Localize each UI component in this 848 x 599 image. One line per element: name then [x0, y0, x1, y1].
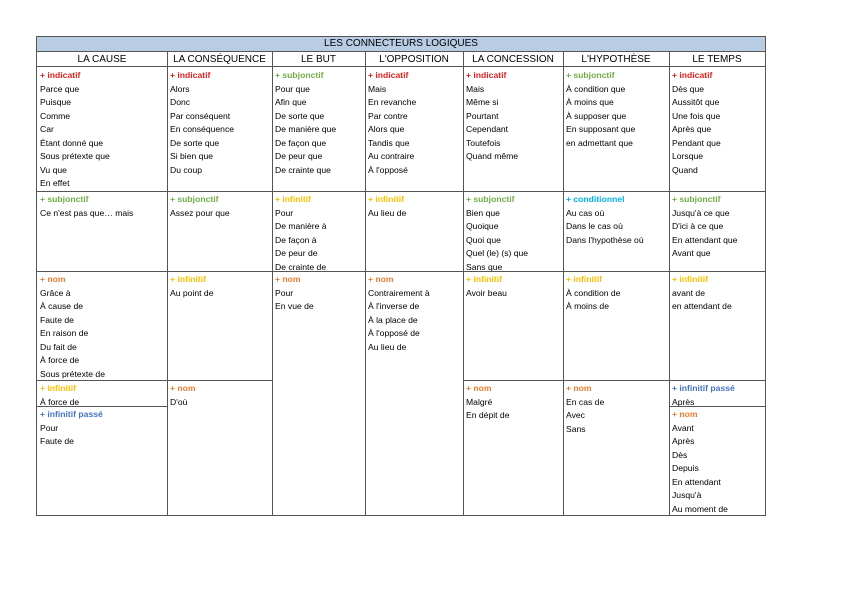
connector-item: Parce que: [40, 83, 80, 94]
connector-item: Même si: [466, 97, 499, 107]
grid-line: [365, 52, 366, 515]
grid-line: [669, 406, 765, 407]
connector-item: en attendant de: [672, 301, 732, 311]
connector-item: En raison de: [40, 328, 89, 338]
grid-line: [365, 191, 463, 192]
connector-item: D'où: [170, 396, 188, 407]
table-cell: [167, 380, 272, 515]
grid-line: [365, 515, 463, 516]
connector-item: Assez pour que: [170, 207, 230, 218]
grid-line: [167, 271, 272, 272]
grid-line: [563, 52, 564, 515]
connector-item: Au lieu de: [368, 207, 407, 218]
mood-label: + subjonctif: [466, 194, 515, 204]
connector-item: Contrairement à: [368, 287, 430, 298]
connector-item: en admettant que: [566, 137, 633, 148]
connector-item: En effet: [40, 178, 70, 188]
mood-label: + nom: [672, 409, 698, 419]
connector-item: Pour: [275, 207, 294, 218]
connector-item: Pour: [275, 287, 294, 298]
grid-line: [272, 271, 365, 272]
grid-line: [37, 271, 167, 272]
mood-label: + infinitif: [672, 274, 709, 284]
table-cell: [167, 271, 272, 380]
column-header: LE TEMPS: [669, 52, 765, 67]
connector-item: De manière à: [275, 221, 327, 231]
connector-item: Afin que: [275, 97, 307, 107]
connector-item: Après: [672, 436, 695, 446]
connector-item: Avec: [566, 410, 585, 420]
mood-label: + subjonctif: [170, 194, 219, 204]
connector-item: À moins de: [566, 301, 609, 311]
table-cell: [37, 191, 167, 271]
table-cell: [463, 191, 563, 271]
table-cell: [669, 380, 765, 406]
connector-item: En conséquence: [170, 124, 235, 134]
column-header: LA CONSÉQUENCE: [167, 52, 272, 67]
table-cell: [669, 67, 765, 191]
connector-item: De peur que: [275, 151, 323, 161]
connector-item: Du fait de: [40, 341, 77, 352]
connector-item: À la place de: [368, 314, 418, 325]
table-cell: [37, 271, 167, 380]
connector-item: Jusqu'à: [672, 490, 702, 500]
mood-label: + indicatif: [466, 70, 507, 80]
mood-label: + nom: [40, 274, 66, 284]
table-cell: [365, 67, 463, 191]
grid-line: [37, 515, 167, 516]
table-title: LES CONNECTEURS LOGIQUES: [37, 37, 765, 52]
table-cell: [563, 380, 669, 515]
connector-item: Quand même: [466, 151, 519, 161]
connector-item: Dans le cas où: [566, 221, 623, 231]
grid-line: [167, 380, 272, 381]
connector-item: À l'opposé: [368, 164, 408, 175]
connector-item: Mais: [466, 83, 485, 94]
grid-line: [669, 52, 670, 515]
mood-label: + subjonctif: [566, 70, 615, 80]
connector-item: À force de: [40, 355, 80, 365]
mood-label: + subjonctif: [275, 70, 324, 80]
connector-item: Du coup: [170, 164, 203, 175]
connector-item: Tandis que: [368, 137, 410, 148]
connector-item: Mais: [368, 83, 387, 94]
connector-item: Au moment de: [672, 503, 728, 514]
table-cell: [167, 191, 272, 271]
column-header: LA CAUSE: [37, 52, 167, 67]
connector-item: Aussitôt que: [672, 97, 720, 107]
connector-item: En attendant que: [672, 234, 738, 245]
connector-item: Grâce à: [40, 287, 71, 298]
connector-item: Au cas où: [566, 207, 605, 218]
connector-item: À l'opposé de: [368, 328, 420, 338]
connector-item: Pendant que: [672, 137, 721, 148]
grid-line: [272, 515, 365, 516]
table-cell: [463, 380, 563, 515]
connector-item: Dans l'hypothèse où: [566, 234, 644, 245]
table-cell: [37, 67, 167, 191]
connector-item: Lorsque: [672, 151, 704, 161]
grid-line: [272, 191, 365, 192]
connector-item: En vue de: [275, 301, 314, 311]
connector-item: Après: [672, 396, 695, 406]
connector-item: À force de: [40, 396, 80, 406]
grid-line: [669, 271, 765, 272]
connector-item: D'ici à ce que: [672, 221, 724, 231]
connector-item: À moins que: [566, 97, 614, 107]
connector-item: Dès: [672, 449, 688, 460]
connector-item: En revanche: [368, 97, 417, 107]
connector-item: De sorte que: [170, 137, 220, 148]
grid-line: [463, 380, 563, 381]
connector-item: De façon que: [275, 137, 327, 148]
connector-item: Au point de: [170, 287, 214, 298]
mood-label: + infinitif: [566, 274, 603, 284]
mood-label: + nom: [275, 274, 301, 284]
mood-label: + subjonctif: [672, 194, 721, 204]
grid-line: [669, 515, 765, 516]
mood-label: + nom: [368, 274, 394, 284]
table-cell: [272, 271, 365, 515]
grid-line: [167, 191, 272, 192]
connector-item: À l'inverse de: [368, 301, 420, 311]
grid-line: [463, 515, 563, 516]
grid-line: [669, 191, 765, 192]
connector-item: Sous prétexte que: [40, 151, 110, 161]
connector-item: Avoir beau: [466, 287, 507, 298]
mood-label: + infinitif: [368, 194, 405, 204]
connector-item: À cause de: [40, 301, 83, 311]
connector-item: Toutefois: [466, 137, 501, 148]
connector-item: De sorte que: [275, 110, 325, 121]
connector-item: De peur de: [275, 248, 318, 258]
table-cell: [669, 191, 765, 271]
connector-item: Sans que: [466, 261, 503, 271]
connector-item: Quoique: [466, 221, 499, 231]
grid-line: [463, 191, 563, 192]
mood-label: + indicatif: [368, 70, 409, 80]
table-cell: [365, 271, 463, 515]
mood-label: + indicatif: [40, 70, 81, 80]
connector-item: Par contre: [368, 110, 408, 121]
connector-item: Quel (le) (s) que: [466, 248, 529, 258]
connector-item: À supposer que: [566, 110, 627, 121]
grid-line: [167, 515, 272, 516]
column-header: LA CONCESSION: [463, 52, 563, 67]
connector-item: Sans: [566, 423, 586, 434]
grid-line: [669, 380, 765, 381]
connector-item: De façon à: [275, 234, 317, 245]
mood-label: + nom: [566, 383, 592, 393]
mood-label: + nom: [170, 383, 196, 393]
connector-item: Au lieu de: [368, 341, 407, 352]
connector-item: Faute de: [40, 314, 74, 325]
mood-label: + nom: [466, 383, 492, 393]
grid-line: [463, 52, 464, 515]
grid-line: [37, 380, 167, 381]
connector-item: Avant que: [672, 248, 711, 258]
connector-item: Vu que: [40, 164, 67, 175]
grid-line: [37, 191, 167, 192]
connector-item: Avant: [672, 422, 694, 433]
connector-item: Ce n'est pas que… mais: [40, 207, 134, 218]
mood-label: + infinitif: [466, 274, 503, 284]
connector-item: Dès que: [672, 83, 705, 94]
mood-label: + infinitif: [275, 194, 312, 204]
connector-item: En dépit de: [466, 410, 510, 420]
grid-line: [463, 271, 563, 272]
connector-item: Depuis: [672, 463, 699, 473]
mood-label: + infinitif passé: [40, 409, 103, 419]
table-cell: [272, 67, 365, 191]
mood-label: + indicatif: [672, 70, 713, 80]
connector-item: Si bien que: [170, 151, 214, 161]
grid-line: [167, 52, 168, 515]
grid-line: [37, 406, 167, 407]
grid-line: [563, 515, 669, 516]
connector-item: Après que: [672, 124, 712, 134]
connector-item: Quand: [672, 164, 698, 175]
connector-item: Car: [40, 124, 54, 134]
connector-item: En cas de: [566, 396, 605, 407]
grid-line: [563, 191, 669, 192]
column-header: LE BUT: [272, 52, 365, 67]
table-cell: [669, 406, 765, 515]
table-cell: [563, 67, 669, 191]
grid-line: [563, 380, 669, 381]
table-cell: [37, 380, 167, 406]
connector-item: Cependant: [466, 124, 509, 134]
connector-item: De crainte que: [275, 164, 331, 175]
connector-item: Jusqu'à ce que: [672, 207, 730, 218]
connector-item: En attendant: [672, 476, 721, 487]
mood-label: + infinitif: [170, 274, 207, 284]
connector-item: avant de: [672, 287, 705, 298]
mood-label: + indicatif: [170, 70, 211, 80]
connector-item: Donc: [170, 97, 191, 107]
connector-item: Une fois que: [672, 110, 721, 121]
connector-item: En supposant que: [566, 124, 636, 134]
connector-item: Par conséquent: [170, 110, 231, 121]
connector-item: Étant donné que: [40, 137, 104, 148]
connector-item: À condition de: [566, 287, 621, 298]
connector-item: Pourtant: [466, 110, 499, 121]
table-cell: [167, 67, 272, 191]
connector-item: De manière que: [275, 124, 337, 134]
connector-item: À condition que: [566, 83, 626, 94]
mood-label: + subjonctif: [40, 194, 89, 204]
table-cell: [365, 191, 463, 271]
connector-item: Malgré: [466, 396, 493, 407]
column-header: L'OPPOSITION: [365, 52, 463, 67]
mood-label: + conditionnel: [566, 194, 625, 204]
connectors-table: [36, 36, 766, 516]
table-cell: [463, 271, 563, 380]
connector-item: Faute de: [40, 436, 74, 446]
mood-label: + infinitif passé: [672, 383, 735, 393]
table-cell: [563, 271, 669, 380]
connector-item: Pour: [40, 422, 59, 433]
connector-item: Bien que: [466, 207, 500, 218]
connector-item: Pour que: [275, 83, 310, 94]
column-header: L'HYPOTHÈSE: [563, 52, 669, 67]
connector-item: Comme: [40, 110, 71, 121]
mood-label: + infinitif: [40, 383, 77, 393]
table-cell: [37, 406, 167, 515]
grid-line: [563, 271, 669, 272]
connector-item: Au contraire: [368, 151, 415, 161]
connector-item: De crainte de: [275, 261, 327, 271]
table-cell: [463, 67, 563, 191]
table-cell: [272, 191, 365, 271]
grid-line: [365, 271, 463, 272]
connector-item: Alors: [170, 83, 190, 94]
grid-line: [272, 52, 273, 515]
table-cell: [563, 191, 669, 271]
connector-item: Puisque: [40, 97, 72, 107]
table-cell: [669, 271, 765, 380]
connector-item: Quoi que: [466, 234, 501, 245]
connector-item: Sous prétexte de: [40, 368, 105, 379]
connector-item: Alors que: [368, 124, 405, 134]
